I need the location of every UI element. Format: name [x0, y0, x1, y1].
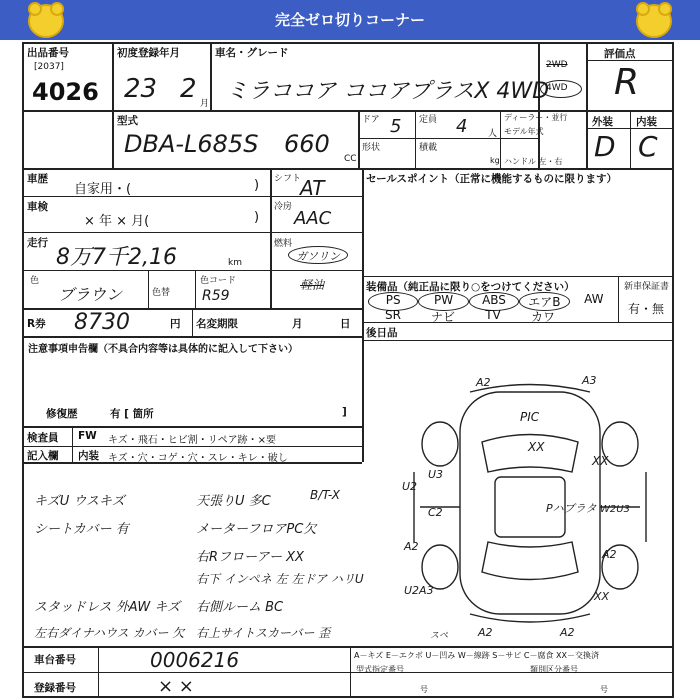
doors-value: 5: [390, 116, 402, 137]
category-number-label: 類別区分番号: [530, 665, 578, 674]
interior-grade: C: [638, 130, 658, 163]
lot-number: 4026: [32, 78, 99, 106]
note-left: スタッドレス 外AW キズ: [34, 600, 181, 615]
rating-value: R: [614, 62, 640, 103]
color-code-label: 色コード: [200, 276, 237, 286]
name-change-label: 名変期限: [196, 318, 238, 330]
repair-value: 有 [ 箇所: [110, 408, 154, 420]
ac-value: AAC: [294, 208, 332, 229]
equipment-label: 装備品（純正品に限り○をつけてください）: [366, 281, 575, 293]
inspection-value: × 年 × 月(: [84, 214, 150, 229]
mileage-value: 8万7千2,16: [56, 245, 177, 270]
equipment-row-2: [368, 308, 618, 325]
doors-label: ドア: [362, 115, 380, 125]
interior-legend-label: 内装: [78, 450, 99, 462]
rating-label: 評価点: [604, 48, 636, 60]
color-value: ブラウン: [58, 285, 123, 304]
damage-mark: U2: [402, 480, 418, 493]
banner-title: 完全ゼロ切りコーナー: [274, 11, 425, 29]
usage-label: 車歴: [27, 173, 48, 185]
exterior-grade: D: [594, 130, 616, 163]
cc-unit: CC: [344, 154, 357, 164]
number-suffix: 号: [600, 685, 608, 694]
equip-sr: SR: [385, 308, 401, 322]
drive-4wd: 4WD: [546, 83, 568, 93]
chassis-number: 0006216: [150, 648, 240, 672]
equip-aw: AW: [584, 292, 604, 306]
type-designation-label: 型式指定番号: [356, 665, 404, 674]
recycle-unit: 円: [170, 318, 181, 330]
dealer-label: ディーラー・並行: [504, 113, 568, 122]
fw-label: FW: [78, 430, 97, 442]
first-registration-year: 23: [124, 74, 158, 104]
first-registration-label: 初度登録年月: [117, 47, 180, 59]
damage-mark: Pハブラタ: [546, 502, 597, 515]
registration-marks: × ×: [158, 676, 194, 697]
fuel-gasoline: ガソリン: [296, 250, 340, 263]
equip-pw: PW: [418, 292, 468, 311]
damage-mark: C2: [428, 506, 443, 519]
note-left: キズU ウスキズ: [34, 494, 125, 509]
ac-label: 冷房: [274, 202, 293, 212]
damage-mark: XX: [594, 590, 610, 603]
equip-leather: カワ: [530, 310, 555, 324]
equip-tv: TV: [485, 308, 501, 322]
equip-abs: ABS: [469, 292, 519, 311]
damage-mark: スペ: [430, 631, 449, 641]
damage-mark: A2: [560, 626, 575, 639]
model-type-label: 型式: [117, 115, 138, 127]
name-change-month: 月: [292, 318, 303, 330]
notes-header: 注意事項申告欄（不具合内容等は具体的に記入して下さい）: [28, 344, 298, 355]
inspection-close: ): [254, 210, 260, 225]
model-type: DBA-L685S: [124, 130, 259, 158]
seats-value: 4: [456, 116, 468, 137]
lot-sub-number: [2037]: [34, 62, 64, 72]
drive-2wd: 2WD: [546, 60, 568, 70]
usage-value: 自家用・(: [74, 182, 132, 197]
damage-mark: A2: [476, 376, 491, 389]
interior-legend: キズ・穴・コゲ・穴・スレ・キレ・破し: [108, 453, 288, 464]
sales-point-label: セールスポイント（正常に機能するものに限ります）: [366, 173, 618, 185]
car-name: ミラココア ココアプラスX 4WD: [226, 79, 550, 104]
repair-close: ]: [342, 406, 347, 418]
inspector-label: 検査員: [27, 432, 59, 444]
load-label: 積載: [419, 143, 438, 153]
name-change-day: 日: [340, 318, 351, 330]
number-suffix: 号: [420, 685, 428, 694]
damage-mark: XX: [528, 440, 545, 454]
usage-close: ): [254, 178, 260, 193]
registration-label: 登録番号: [34, 682, 76, 694]
damage-mark: A2: [602, 548, 617, 561]
mileage-label: 走行: [27, 237, 48, 249]
exterior-label: 外装: [592, 116, 613, 128]
repair-label: 修復歴: [46, 408, 78, 420]
damage-legend: A－キズ E－エクボ U－凹み W－線跡 S－サビ C－腐食 XX－交換済: [354, 651, 600, 660]
engine-cc: 660: [284, 130, 330, 158]
fuel-label: 燃料: [274, 239, 293, 249]
interior-label: 内装: [636, 116, 657, 128]
shift-label: シフト: [274, 174, 302, 184]
month-unit: 月: [200, 99, 210, 109]
note-bt: B/T-X: [310, 488, 341, 502]
recycle-value: 8730: [74, 310, 130, 335]
note-right: 右上サイトスカーバー 歪: [196, 626, 331, 640]
mileage-unit: km: [228, 258, 242, 268]
color-code: R59: [202, 288, 230, 304]
note-left: 左右ダイナハウス カバー 欠: [34, 626, 185, 640]
load-unit: kg: [490, 156, 500, 165]
color-label: 色: [30, 276, 40, 286]
seats-label: 定員: [419, 115, 438, 125]
equip-ps: PS: [368, 292, 418, 311]
inspection-label: 車検: [27, 201, 48, 213]
damage-mark: U3: [428, 468, 444, 481]
damage-mark: U2A3: [404, 584, 434, 597]
handle-label: ハンドル 左・右: [504, 157, 563, 166]
damage-mark: W2U3: [600, 504, 630, 515]
recorder-label: 記入欄: [27, 450, 59, 462]
note-right: 天張りU 多C: [196, 494, 271, 509]
note-left: シートカバー 有: [34, 522, 129, 537]
recycle-label: R券: [27, 318, 46, 330]
warranty-label: 新車保証書: [624, 282, 670, 292]
shift-value: AT: [300, 176, 325, 200]
lot-number-label: 出品番号: [27, 47, 69, 59]
fuel-diesel: 軽油: [300, 278, 325, 292]
chassis-label: 車台番号: [34, 654, 76, 666]
note-right: メーターフロアPC欠: [196, 522, 317, 537]
model-year-label: モデル年式: [504, 127, 544, 136]
note-right: 右下 インペネ 左 左ドア ハリU: [196, 572, 364, 586]
damage-mark: XX: [592, 454, 609, 468]
damage-mark: A2: [404, 540, 419, 553]
equip-airbag: エアB: [519, 292, 569, 311]
shape-label: 形状: [362, 143, 381, 153]
car-name-label: 車名・グレード: [215, 47, 289, 59]
first-registration-month: 2: [180, 74, 197, 104]
aftermarket-label: 後日品: [366, 327, 398, 339]
note-right: 右Rフローアー XX: [196, 550, 304, 565]
damage-mark: PIC: [520, 410, 540, 424]
damage-mark: A3: [582, 374, 597, 387]
damage-mark: A2: [478, 626, 493, 639]
seats-unit: 人: [488, 129, 498, 139]
equip-navi: ナビ: [430, 310, 455, 324]
paint-change-label: 色替: [152, 288, 171, 298]
note-right: 右側ルーム BC: [196, 600, 284, 615]
warranty-value: 有・無: [628, 302, 665, 316]
fw-legend: キズ・飛石・ヒビ割・リペア跡・×要: [108, 435, 276, 446]
